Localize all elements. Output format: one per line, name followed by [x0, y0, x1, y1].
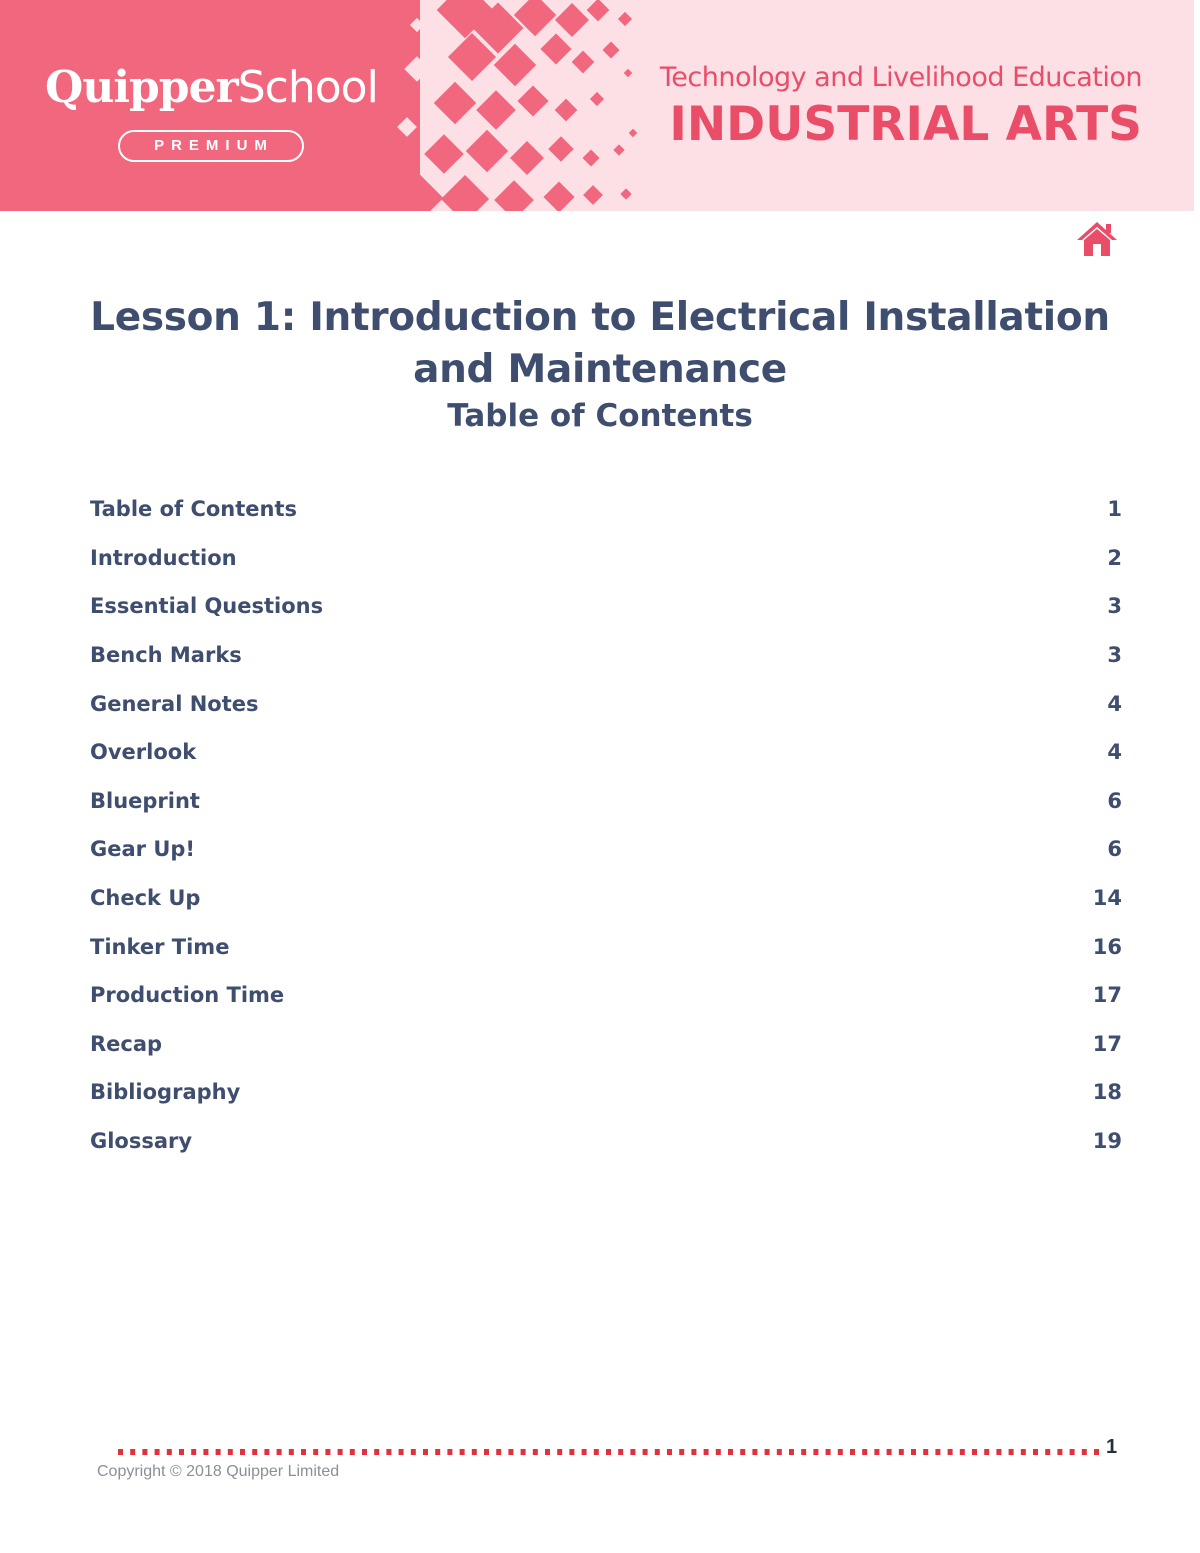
logo-school-text: School: [237, 62, 378, 113]
toc-entry[interactable]: [90, 1020, 1122, 1069]
footer-dot: [1094, 1449, 1099, 1455]
subject-line1: Technology and Livelihood Education: [659, 62, 1142, 93]
footer-dot: [521, 1449, 526, 1455]
toc-entry-label: Bench Marks: [90, 643, 242, 668]
footer-dot: [716, 1449, 721, 1455]
footer-dot: [289, 1449, 294, 1455]
subject-heading: [660, 62, 1142, 152]
footer-dot: [1057, 1449, 1062, 1455]
footer-dot: [935, 1449, 940, 1455]
premium-badge: PREMIUM: [118, 130, 304, 162]
footer-dot: [1082, 1449, 1087, 1455]
toc-entry[interactable]: [90, 971, 1122, 1020]
footer-dotted-rule: [118, 1447, 1106, 1457]
toc-entry[interactable]: [90, 728, 1122, 777]
footer-dot: [167, 1449, 172, 1455]
table-of-contents: [90, 485, 1122, 1165]
footer-dot: [984, 1449, 989, 1455]
footer-dot: [679, 1449, 684, 1455]
subject-line2: INDUSTRIAL ARTS: [669, 97, 1142, 152]
footer-dot: [545, 1449, 550, 1455]
toc-entry[interactable]: [90, 922, 1122, 971]
footer-dot: [972, 1449, 977, 1455]
home-icon[interactable]: [1076, 220, 1118, 258]
footer-dot: [765, 1449, 770, 1455]
footer-dot: [460, 1449, 465, 1455]
lesson-title-line2: and Maintenance: [413, 347, 787, 392]
footer-dot: [789, 1449, 794, 1455]
footer-dot: [557, 1449, 562, 1455]
footer-dot: [667, 1449, 672, 1455]
footer-dot: [1070, 1449, 1075, 1455]
footer-dot: [960, 1449, 965, 1455]
footer-dot: [655, 1449, 660, 1455]
footer-dot: [862, 1449, 867, 1455]
footer-dot: [838, 1449, 843, 1455]
footer-dot: [508, 1449, 513, 1455]
toc-entry[interactable]: [90, 1117, 1122, 1166]
footer-dot: [386, 1449, 391, 1455]
footer-dot: [850, 1449, 855, 1455]
toc-entry-page: 16: [1092, 934, 1122, 959]
footer-dot: [338, 1449, 343, 1455]
footer-dot: [203, 1449, 208, 1455]
footer-dot: [801, 1449, 806, 1455]
toc-entry[interactable]: [90, 874, 1122, 923]
footer-dot: [826, 1449, 831, 1455]
footer-dot: [472, 1449, 477, 1455]
toc-entry[interactable]: [90, 582, 1122, 631]
toc-entry-page: 6: [1107, 837, 1122, 862]
toc-entry[interactable]: [90, 631, 1122, 680]
footer-dot: [1021, 1449, 1026, 1455]
footer-dot: [691, 1449, 696, 1455]
footer-dot: [887, 1449, 892, 1455]
footer-dot: [130, 1449, 135, 1455]
footer-dot: [142, 1449, 147, 1455]
footer-dot: [399, 1449, 404, 1455]
toc-entry-label: General Notes: [90, 691, 259, 716]
footer-dot: [1009, 1449, 1014, 1455]
toc-entry-page: 2: [1107, 545, 1122, 570]
toc-entry-page: 1: [1107, 497, 1122, 522]
footer-dot: [899, 1449, 904, 1455]
footer-dot: [484, 1449, 489, 1455]
footer-dot: [728, 1449, 733, 1455]
toc-entry-page: 4: [1107, 691, 1122, 716]
toc-entry[interactable]: [90, 825, 1122, 874]
toc-entry-page: 18: [1092, 1080, 1122, 1105]
toc-entry[interactable]: [90, 1068, 1122, 1117]
quipper-school-logo: [45, 62, 385, 122]
footer-dot: [582, 1449, 587, 1455]
toc-entry-page: 6: [1107, 788, 1122, 813]
footer-dot: [923, 1449, 928, 1455]
toc-entry-label: Tinker Time: [90, 934, 230, 959]
toc-entry-page: 4: [1107, 740, 1122, 765]
toc-entry-label: Blueprint: [90, 788, 200, 813]
toc-entry-label: Overlook: [90, 740, 197, 765]
footer-dot: [1045, 1449, 1050, 1455]
toc-entry[interactable]: [90, 534, 1122, 583]
footer-dot: [630, 1449, 635, 1455]
footer-dot: [740, 1449, 745, 1455]
footer-dot: [155, 1449, 160, 1455]
toc-entry[interactable]: [90, 679, 1122, 728]
footer-dot: [569, 1449, 574, 1455]
footer-dot: [325, 1449, 330, 1455]
logo-quipper-text: Quipper: [45, 62, 238, 113]
footer-dot: [996, 1449, 1001, 1455]
toc-entry-label: Essential Questions: [90, 594, 324, 619]
footer-dot: [411, 1449, 416, 1455]
toc-entry-page: 14: [1092, 886, 1122, 911]
toc-entry-label: Introduction: [90, 545, 237, 570]
footer-dot: [643, 1449, 648, 1455]
footer-dot: [533, 1449, 538, 1455]
footer-dot: [606, 1449, 611, 1455]
footer-dot: [240, 1449, 245, 1455]
footer-dot: [313, 1449, 318, 1455]
toc-entry-page: 17: [1092, 983, 1122, 1008]
toc-entry-label: Check Up: [90, 886, 201, 911]
footer-dot: [948, 1449, 953, 1455]
footer-dot: [118, 1449, 123, 1455]
footer-dot: [1033, 1449, 1038, 1455]
footer-dot: [301, 1449, 306, 1455]
footer-dot: [813, 1449, 818, 1455]
footer-dot: [435, 1449, 440, 1455]
footer-dot: [447, 1449, 452, 1455]
lesson-title-block: [0, 292, 1200, 436]
footer-dot: [228, 1449, 233, 1455]
toc-entry-label: Gear Up!: [90, 837, 195, 862]
toc-heading: Table of Contents: [447, 398, 753, 434]
footer-dot: [350, 1449, 355, 1455]
toc-entry-label: Table of Contents: [90, 497, 298, 522]
copyright-text: Copyright © 2018 Quipper Limited: [97, 1463, 340, 1480]
footer-dot: [874, 1449, 879, 1455]
page-number: 1: [1106, 1436, 1118, 1458]
footer-dot: [752, 1449, 757, 1455]
footer-dot: [264, 1449, 269, 1455]
footer-dot: [252, 1449, 257, 1455]
footer-dot: [496, 1449, 501, 1455]
footer-dot: [618, 1449, 623, 1455]
toc-entry-label: Production Time: [90, 983, 285, 1008]
toc-entry-page: 19: [1092, 1129, 1122, 1154]
footer-dot: [704, 1449, 709, 1455]
header-banner: [0, 0, 1194, 211]
footer-dot: [277, 1449, 282, 1455]
toc-entry-page: 3: [1107, 643, 1122, 668]
footer-dot: [216, 1449, 221, 1455]
lesson-title-line1: Lesson 1: Introduction to Electrical Installation: [90, 295, 1110, 340]
toc-entry-label: Recap: [90, 1031, 163, 1056]
toc-entry[interactable]: [90, 485, 1122, 534]
toc-entry[interactable]: [90, 777, 1122, 826]
footer-dot: [179, 1449, 184, 1455]
footer-dot: [911, 1449, 916, 1455]
footer-dot: [191, 1449, 196, 1455]
footer-dot: [423, 1449, 428, 1455]
footer-dot: [374, 1449, 379, 1455]
toc-entry-label: Bibliography: [90, 1080, 241, 1105]
footer-dot: [594, 1449, 599, 1455]
toc-entry-label: Glossary: [90, 1129, 193, 1154]
toc-entry-page: 17: [1092, 1031, 1122, 1056]
footer-dot: [777, 1449, 782, 1455]
footer-dot: [362, 1449, 367, 1455]
toc-entry-page: 3: [1107, 594, 1122, 619]
